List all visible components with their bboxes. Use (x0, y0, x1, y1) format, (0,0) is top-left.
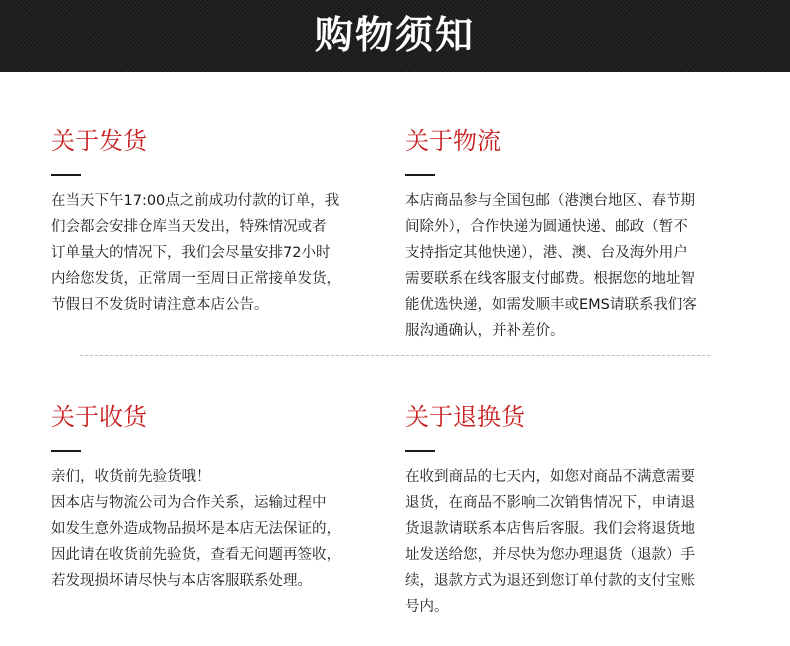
logistics-title: 关于物流 (405, 127, 501, 155)
logistics-section (405, 126, 735, 344)
title-underline (51, 450, 81, 452)
shipping-section (51, 126, 381, 318)
dashed-divider (80, 355, 710, 356)
logistics-text: 本店商品参与全国包邮（港澳台地区、春节期 间除外），合作快递为圆通快递、邮政（暂不 支持指定其他快递），港、澳、台及海外用户 需要联系在线客服支付邮费。根据您的地址智 能优选快递，如需发顺丰或EMS请联系我们客 服沟通确认，并补差价。 (405, 193, 697, 339)
receiving-title: 关于收货 (51, 403, 147, 431)
title-underline (405, 174, 435, 176)
page-title: 购物须知 (314, 13, 475, 57)
title-underline (405, 450, 435, 452)
receiving-section (51, 402, 381, 594)
shipping-text: 在当天下午17:00点之前成功付款的订单，我 们会都会安排仓库当天发出，特殊情况或者 订单量大的情况下，我们会尽量安排72小时 内给您发货，正常周一至周日正常接单发货， 节假日不发货时请注意本店公告。 (51, 193, 341, 313)
shipping-title: 关于发货 (51, 127, 147, 155)
title-underline (51, 174, 81, 176)
returns-title: 关于退换货 (405, 403, 525, 431)
returns-section (405, 402, 735, 620)
returns-text: 在收到商品的七天内，如您对商品不满意需要 退货，在商品不影响二次销售情况下，申请退 货退款请联系本店售后客服。我们会将退货地 址发送给您，并尽快为您办理退货（退款）手 续，退款方式为退还到您订单付款的支付宝账 号内。 (405, 469, 695, 615)
receiving-text: 亲们，收货前先验货哦！ 因本店与物流公司为合作关系，运输过程中 如发生意外造成物品损坏是本店无法保证的， 因此请在收货前先验货，查看无问题再签收， 若发现损坏请尽快与本店客服联系处理。 (51, 469, 341, 589)
header-banner (0, 0, 790, 72)
